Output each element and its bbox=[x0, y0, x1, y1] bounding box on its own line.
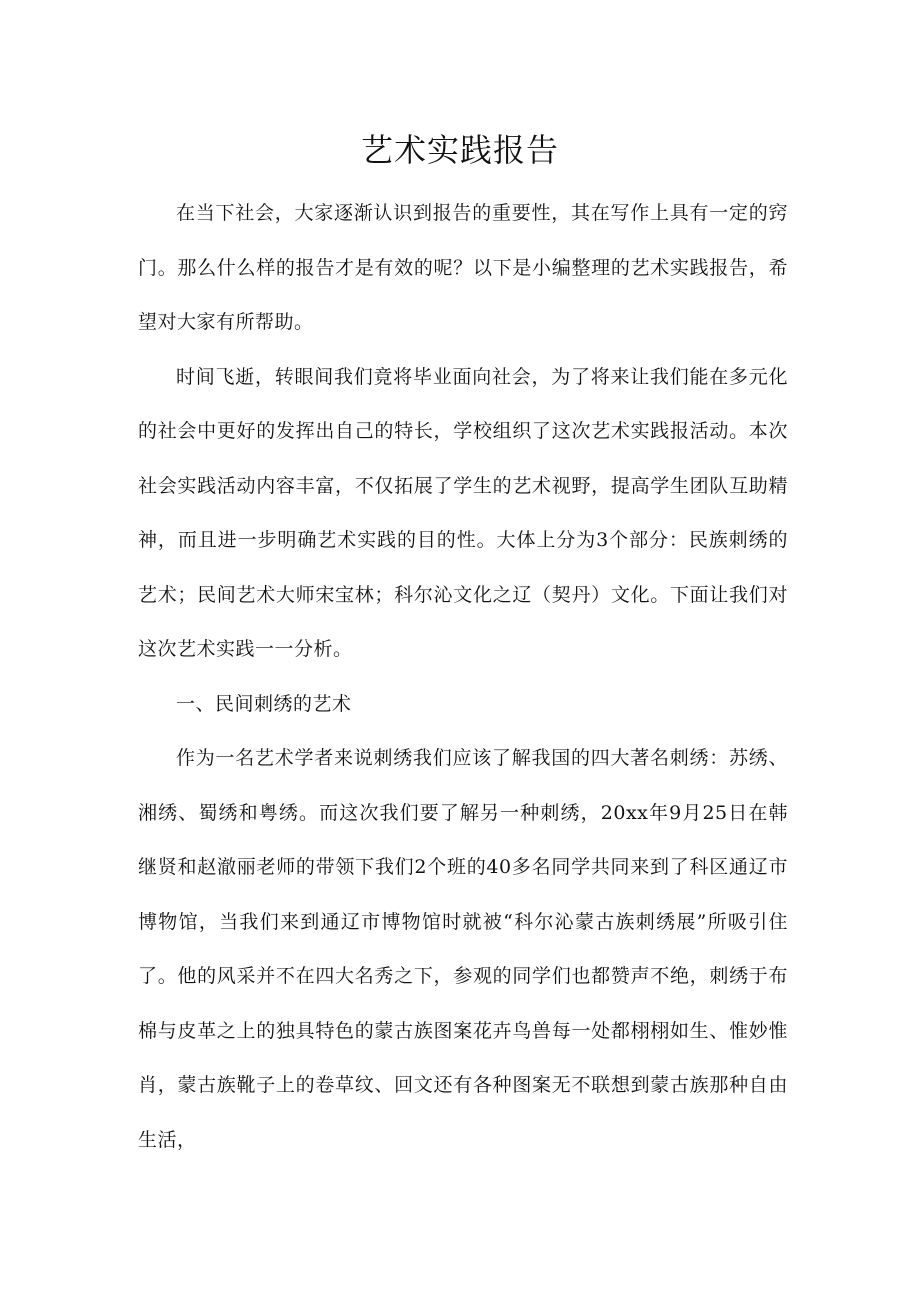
document-body bbox=[138, 186, 788, 1167]
section-paragraph: 作为一名艺术学者来说刺绣我们应该了解我国的四大著名刺绣：苏绣、湘绣、蜀绣和粤绣。而这次我们要了解另一种刺绣，20xx年9月25日在韩继贤和赵澈丽老师的带领下我们2个班的40多名同学共同来到了科区通辽市博物馆，当我们来到通辽市博物馆时就被“科尔沁蒙古族刺绣展”所吸引住了。他的风采并不在四大名秀之下，参观的同学们也都赞声不绝，刺绣于布棉与皮革之上的独具特色的蒙古族图案花卉鸟兽每一处都栩栩如生、惟妙惟肖，蒙古族靴子上的卷草纹、回文还有各种图案无不联想到蒙古族那种自由生活， bbox=[138, 747, 788, 1151]
section-heading: 一、民间刺绣的艺术 bbox=[176, 692, 352, 715]
overview-paragraph: 时间飞逝，转眼间我们竟将毕业面向社会，为了将来让我们能在多元化的社会中更好的发挥出自己的特长，学校组织了这次艺术实践报活动。本次社会实践活动内容丰富，不仅拓展了学生的艺术视野，提高学生团队互助精神，而且进一步明确艺术实践的目的性。大体上分为3个部分：民族刺绣的艺术；民间艺术大师宋宝林；科尔沁文化之辽（契丹）文化。下面让我们对这次艺术实践一一分析。 bbox=[138, 365, 788, 660]
page-title: 艺术实践报告 bbox=[360, 131, 559, 169]
intro-paragraph: 在当下社会，大家逐渐认识到报告的重要性，其在写作上具有一定的窍门。那么什么样的报告才是有效的呢？以下是小编整理的艺术实践报告，希望对大家有所帮助。 bbox=[138, 202, 788, 333]
